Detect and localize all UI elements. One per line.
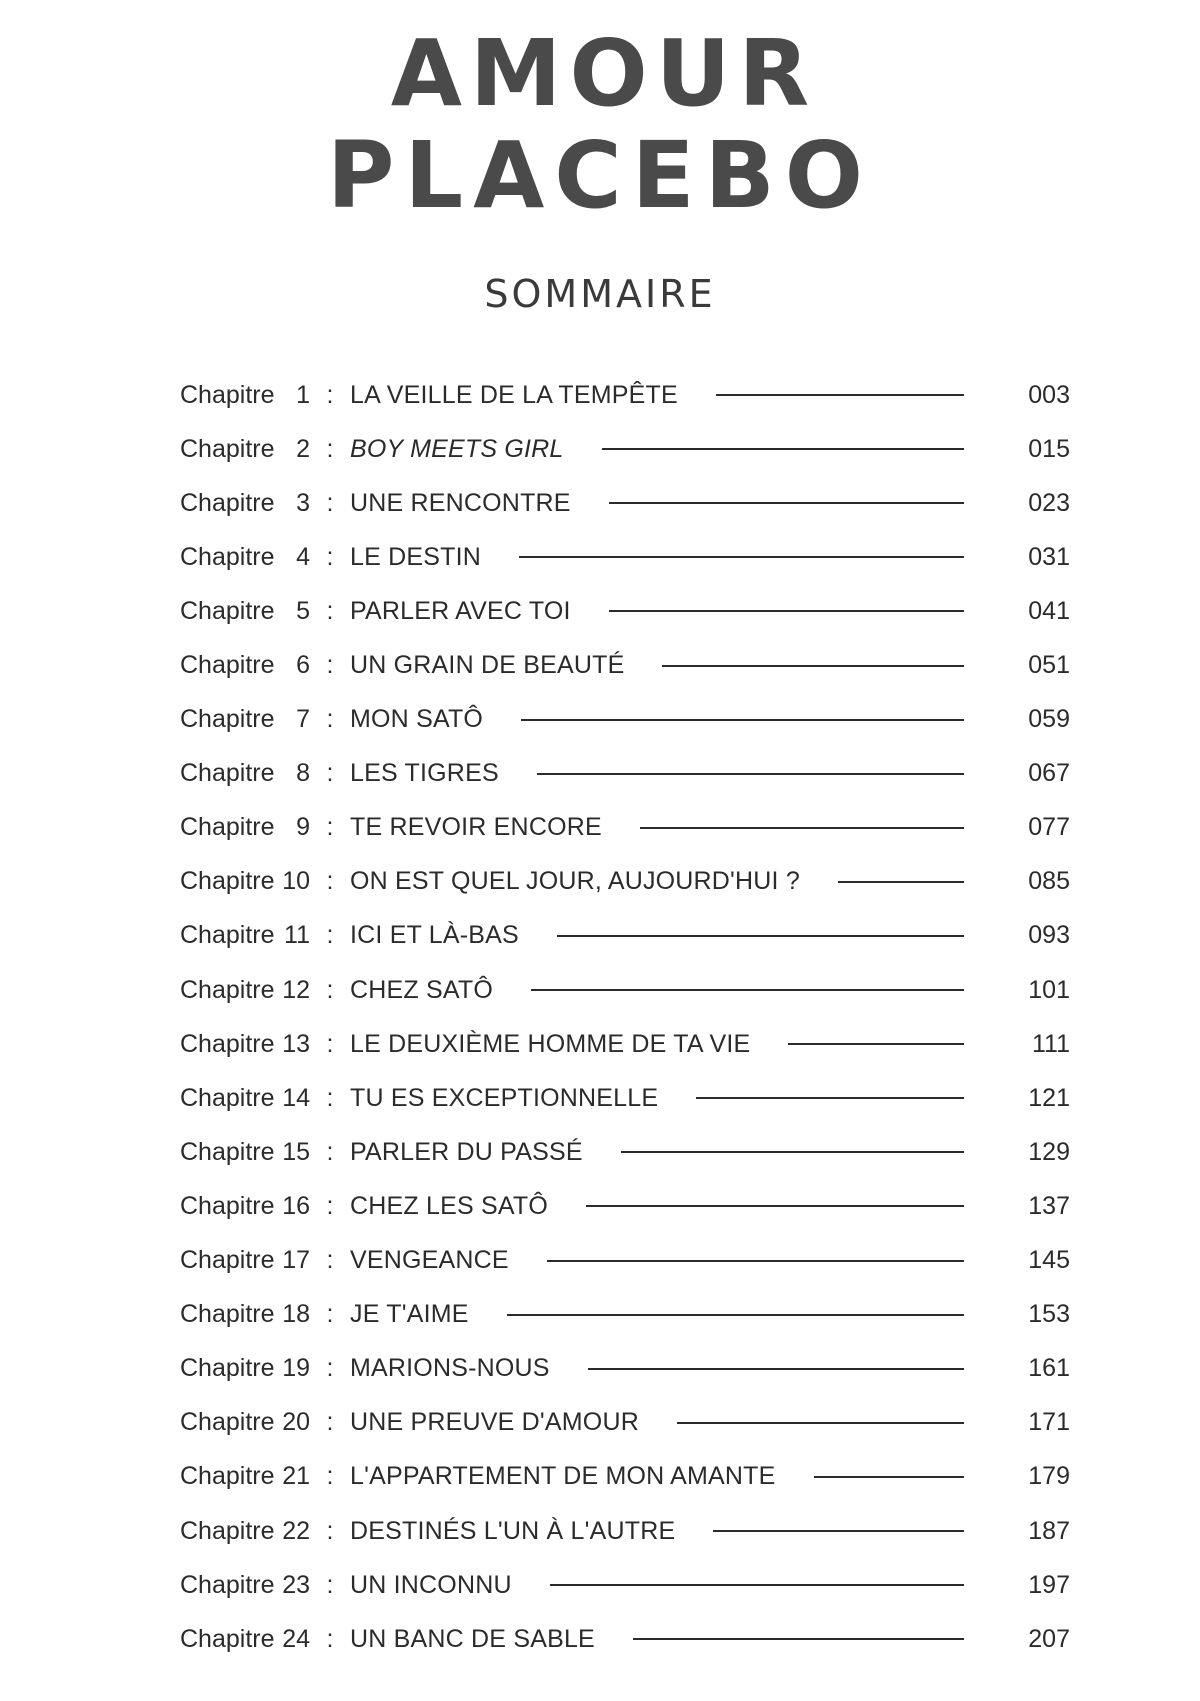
chapter-title: JE T'AIME — [350, 1300, 469, 1329]
chapter-title: DESTINÉS L'UN À L'AUTRE — [350, 1516, 676, 1545]
chapter-label: Chapitre — [180, 705, 275, 734]
leader-line — [716, 394, 964, 396]
chapter-title: L'APPARTEMENT DE MON AMANTE — [350, 1462, 776, 1491]
chapter-title: MON SATÔ — [350, 705, 484, 734]
chapter-label: Chapitre — [180, 488, 275, 517]
chapter-title: PARLER AVEC TOI — [350, 596, 571, 625]
leader-line — [662, 665, 964, 667]
page-number: 179 — [1028, 1462, 1070, 1491]
chapter-title: VENGEANCE — [350, 1246, 509, 1275]
chapter-title: UN BANC DE SABLE — [350, 1624, 595, 1653]
chapter-label: Chapitre — [180, 1408, 275, 1437]
chapter-title: UN GRAIN DE BEAUTÉ — [350, 651, 625, 680]
chapter-label: Chapitre — [180, 651, 275, 680]
toc-entry — [180, 1396, 1070, 1450]
page-number: 067 — [1028, 759, 1070, 788]
page-number: 197 — [1028, 1570, 1070, 1599]
separator-colon: : — [326, 1570, 334, 1599]
chapter-label: Chapitre — [180, 434, 275, 463]
chapter-title: TE REVOIR ENCORE — [350, 813, 602, 842]
chapter-number: 17 — [282, 1246, 310, 1275]
separator-colon: : — [326, 1083, 334, 1112]
separator-colon: : — [326, 1300, 334, 1329]
chapter-label: Chapitre — [180, 867, 275, 896]
page-number: 085 — [1028, 867, 1070, 896]
chapter-title: LES TIGRES — [350, 759, 499, 788]
leader-line — [814, 1476, 964, 1478]
leader-line — [531, 989, 964, 991]
chapter-number: 15 — [282, 1137, 310, 1166]
toc-entry — [180, 584, 1070, 638]
page-number: 171 — [1028, 1408, 1070, 1437]
chapter-number: 24 — [282, 1624, 310, 1653]
chapter-number: 2 — [296, 434, 310, 463]
chapter-title: TU ES EXCEPTIONNELLE — [350, 1083, 659, 1112]
page-number: 059 — [1028, 705, 1070, 734]
chapter-number: 19 — [282, 1354, 310, 1383]
chapter-label: Chapitre — [180, 1624, 275, 1653]
page-number: 121 — [1028, 1083, 1070, 1112]
leader-line — [547, 1260, 964, 1262]
page-number: 137 — [1028, 1191, 1070, 1220]
leader-line — [640, 827, 964, 829]
chapter-title: BOY MEETS GIRL — [350, 434, 564, 463]
toc-entry — [180, 1071, 1070, 1125]
chapter-label: Chapitre — [180, 1246, 275, 1275]
toc-entry — [180, 1612, 1070, 1666]
leader-line — [586, 1205, 964, 1207]
chapter-label: Chapitre — [180, 1354, 275, 1383]
toc-entry — [180, 530, 1070, 584]
page-number: 129 — [1028, 1137, 1070, 1166]
toc-entry — [180, 1342, 1070, 1396]
toc-entry — [180, 476, 1070, 530]
leader-line — [621, 1151, 964, 1153]
page-number: 207 — [1028, 1624, 1070, 1653]
leader-line — [602, 448, 964, 450]
separator-colon: : — [326, 759, 334, 788]
page-number: 015 — [1028, 434, 1070, 463]
separator-colon: : — [326, 705, 334, 734]
chapter-label: Chapitre — [180, 1137, 275, 1166]
chapter-title: UNE PREUVE D'AMOUR — [350, 1408, 639, 1437]
chapter-title: ICI ET LÀ-BAS — [350, 921, 519, 950]
chapter-number: 21 — [282, 1462, 310, 1491]
page-number: 093 — [1028, 921, 1070, 950]
toc-entry — [180, 855, 1070, 909]
chapter-label: Chapitre — [180, 1083, 275, 1112]
page-number: 023 — [1028, 488, 1070, 517]
chapter-label: Chapitre — [180, 813, 275, 842]
page-number: 161 — [1028, 1354, 1070, 1383]
separator-colon: : — [326, 1624, 334, 1653]
book-logo — [0, 20, 1200, 229]
page-number: 077 — [1028, 813, 1070, 842]
page-number: 187 — [1028, 1516, 1070, 1545]
page-number: 153 — [1028, 1300, 1070, 1329]
page-number: 101 — [1028, 975, 1070, 1004]
chapter-number: 12 — [282, 975, 310, 1004]
toc-entry — [180, 963, 1070, 1017]
page-number: 145 — [1028, 1246, 1070, 1275]
chapter-label: Chapitre — [180, 596, 275, 625]
leader-line — [537, 773, 964, 775]
separator-colon: : — [326, 1246, 334, 1275]
leader-line — [633, 1638, 964, 1640]
chapter-title: UNE RENCONTRE — [350, 488, 571, 517]
chapter-title: UN INCONNU — [350, 1570, 512, 1599]
toc-entry — [180, 368, 1070, 422]
chapter-label: Chapitre — [180, 1029, 275, 1058]
leader-line — [677, 1422, 964, 1424]
page-number: 051 — [1028, 651, 1070, 680]
separator-colon: : — [326, 488, 334, 517]
page-number: 003 — [1028, 380, 1070, 409]
separator-colon: : — [326, 434, 334, 463]
chapter-title: MARIONS-NOUS — [350, 1354, 550, 1383]
separator-colon: : — [326, 867, 334, 896]
chapter-label: Chapitre — [180, 542, 275, 571]
toc-entry — [180, 1558, 1070, 1612]
separator-colon: : — [326, 1191, 334, 1220]
chapter-title: CHEZ LES SATÔ — [350, 1191, 549, 1220]
chapter-number: 23 — [282, 1570, 310, 1599]
chapter-number: 20 — [282, 1408, 310, 1437]
chapter-label: Chapitre — [180, 1300, 275, 1329]
chapter-number: 16 — [282, 1191, 310, 1220]
chapter-label: Chapitre — [180, 759, 275, 788]
separator-colon: : — [326, 380, 334, 409]
separator-colon: : — [326, 813, 334, 842]
toc-entry — [180, 801, 1070, 855]
chapter-label: Chapitre — [180, 921, 275, 950]
toc-entry — [180, 1504, 1070, 1558]
chapter-label: Chapitre — [180, 1462, 275, 1491]
chapter-number: 18 — [282, 1300, 310, 1329]
chapter-number: 4 — [296, 542, 310, 571]
leader-line — [788, 1043, 964, 1045]
page-number: 111 — [1031, 1029, 1070, 1058]
leader-line — [521, 719, 964, 721]
toc-entry — [180, 693, 1070, 747]
chapter-number: 22 — [282, 1516, 310, 1545]
chapter-label: Chapitre — [180, 1191, 275, 1220]
toc-entry — [180, 638, 1070, 692]
leader-line — [609, 502, 964, 504]
page-number: 031 — [1028, 542, 1070, 571]
toc-entry — [180, 1288, 1070, 1342]
leader-line — [609, 610, 964, 612]
separator-colon: : — [326, 1354, 334, 1383]
toc-entry — [180, 1450, 1070, 1504]
table-of-contents — [180, 368, 1070, 1666]
chapter-number: 14 — [282, 1083, 310, 1112]
chapter-number: 9 — [296, 813, 310, 842]
separator-colon: : — [326, 921, 334, 950]
chapter-number: 3 — [296, 488, 310, 517]
separator-colon: : — [326, 1137, 334, 1166]
page-title: SOMMAIRE — [484, 272, 716, 316]
chapter-title: LA VEILLE DE LA TEMPÊTE — [350, 380, 678, 409]
leader-line — [519, 556, 964, 558]
chapter-number: 10 — [282, 867, 310, 896]
page-number: 041 — [1028, 596, 1070, 625]
toc-entry — [180, 422, 1070, 476]
leader-line — [588, 1368, 964, 1370]
toc-entry — [180, 1234, 1070, 1288]
toc-entry — [180, 1125, 1070, 1179]
chapter-number: 11 — [284, 921, 310, 950]
leader-line — [696, 1097, 964, 1099]
toc-entry — [180, 1179, 1070, 1233]
leader-line — [713, 1530, 964, 1532]
separator-colon: : — [326, 1029, 334, 1058]
chapter-title: LE DEUXIÈME HOMME DE TA VIE — [350, 1029, 751, 1058]
separator-colon: : — [326, 651, 334, 680]
chapter-number: 7 — [296, 705, 310, 734]
toc-entry — [180, 1017, 1070, 1071]
separator-colon: : — [326, 1462, 334, 1491]
logo-title-line-1: AMOUR — [390, 20, 818, 127]
chapter-label: Chapitre — [180, 1570, 275, 1599]
separator-colon: : — [326, 975, 334, 1004]
chapter-title: LE DESTIN — [350, 542, 481, 571]
toc-entry — [180, 909, 1070, 963]
logo-title-line-2: PLACEBO — [327, 122, 873, 229]
chapter-number: 13 — [282, 1029, 310, 1058]
chapter-label: Chapitre — [180, 975, 275, 1004]
chapter-number: 6 — [296, 651, 310, 680]
leader-line — [838, 881, 964, 883]
chapter-label: Chapitre — [180, 1516, 275, 1545]
leader-line — [507, 1314, 964, 1316]
separator-colon: : — [326, 1516, 334, 1545]
chapter-title: CHEZ SATÔ — [350, 975, 494, 1004]
leader-line — [557, 935, 964, 937]
chapter-number: 8 — [296, 759, 310, 788]
leader-line — [550, 1584, 964, 1586]
chapter-number: 1 — [296, 380, 310, 409]
chapter-label: Chapitre — [180, 380, 275, 409]
separator-colon: : — [326, 596, 334, 625]
chapter-title: PARLER DU PASSÉ — [350, 1137, 583, 1166]
separator-colon: : — [326, 542, 334, 571]
chapter-title: ON EST QUEL JOUR, AUJOURD'HUI ? — [350, 867, 800, 896]
separator-colon: : — [326, 1408, 334, 1437]
toc-entry — [180, 747, 1070, 801]
chapter-number: 5 — [296, 596, 310, 625]
